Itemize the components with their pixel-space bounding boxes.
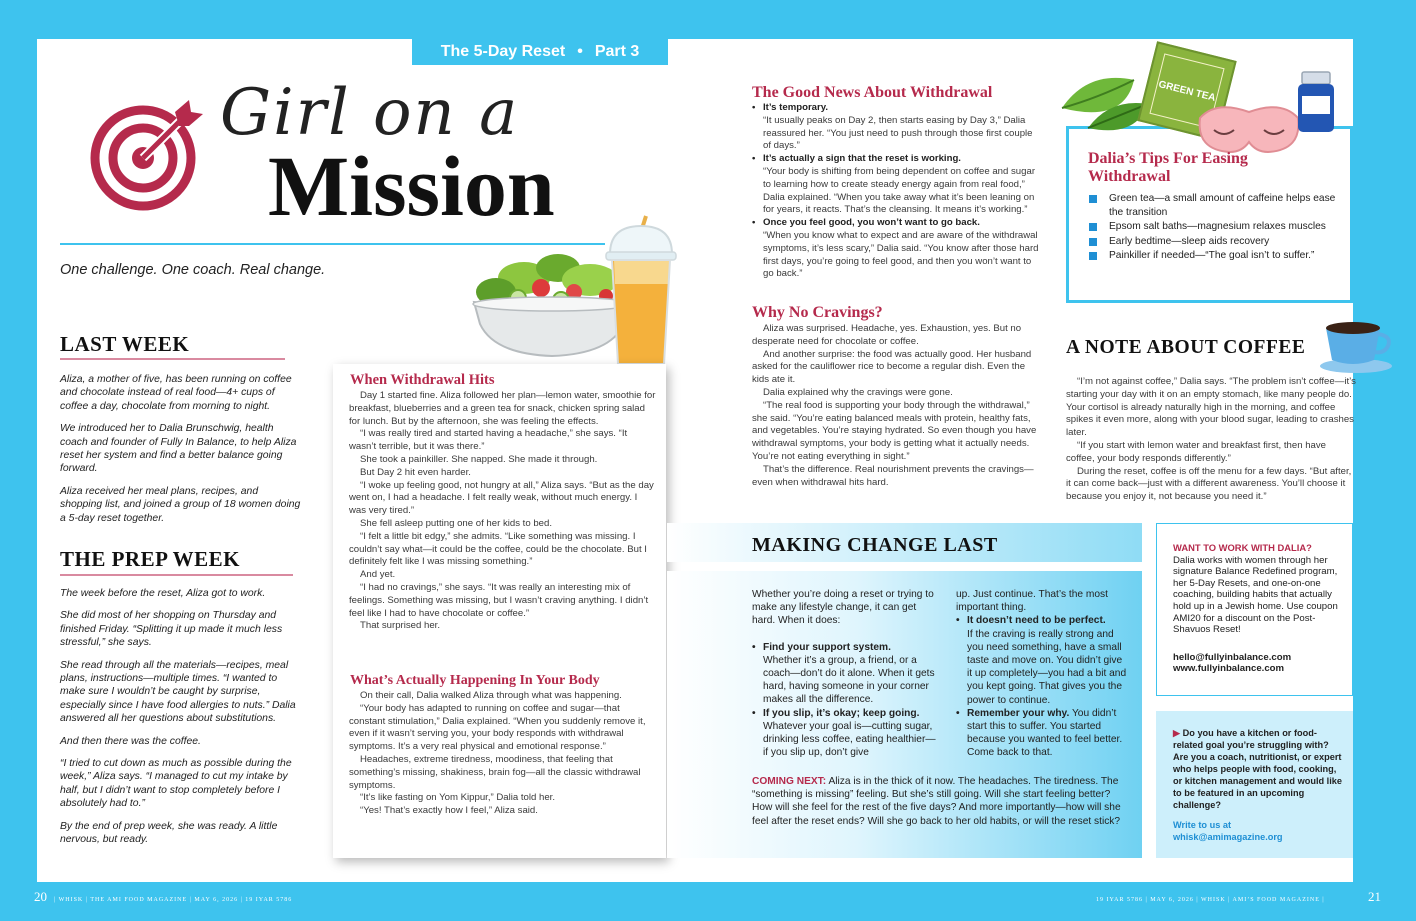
- good-news-item: [752, 102, 1042, 153]
- happening-paragraph: On their call, Dalia walked Aliza through what was happening.: [360, 690, 622, 701]
- happening-paragraph: Headaches, extreme tiredness, moodiness, that feeling that something’s missing, shakiness, brain fog—all the classic withdrawal symptoms.: [349, 753, 641, 791]
- coming-next-text: Aliza is in the thick of it now. The headaches. The tiredness. The “something is missing” feeling. But she’s still going. Will she start feeling better? How will she feel for the rest of the five days? And more importantly—how will she feel after the reset ends? Will she go back to her old habits, or will the reset stick?: [752, 776, 1121, 827]
- making-change-intro: Whether you’re doing a reset or trying to make any lifestyle change, it can get hard. When it does:: [752, 589, 934, 627]
- target-icon: [85, 92, 209, 216]
- happening-text: [349, 690, 656, 818]
- withdrawal-paragraph: But Day 2 hit even harder.: [360, 466, 471, 478]
- withdrawal-paragraph: “I had no cravings,” she says. “It was really an interesting mix of feelings. Something was missing, but I wasn’t craving anything. I didn’t feel like I had to have chocolate or coffee.”: [349, 581, 649, 619]
- making-change-item-text: Whatever your goal is—cutting sugar, drinking less coffee, eating healthier—if you slip up, don’t give: [763, 720, 936, 759]
- withdrawal-paragraph: “I was really tired and started having a headache,” she says. “It wasn’t terrible, but it was there.”: [349, 428, 628, 453]
- prep-week-paragraph: And then there was the coffee.: [60, 735, 201, 747]
- page-number-left: 20: [34, 889, 47, 904]
- tip-item: Epsom salt baths—magnesium relaxes muscles: [1088, 220, 1340, 234]
- coffee-text: [1066, 376, 1356, 504]
- making-change-item-text: Whether it’s a group, a friend, or a coach—don’t do it alone. When it gets hard, having someone in your corner makes all the difference.: [763, 654, 935, 706]
- good-news-item-text: “Your body is shifting from being dependent on coffee and sugar to learning how to create steady energy again from real food,” Dalia explained. “When you take away what it’s been leaning on for years, it reacts. That’s the cleansing. It means it’s working.”: [763, 165, 1036, 216]
- withdrawal-text: [349, 390, 656, 633]
- making-change-col-2: [956, 588, 1128, 760]
- good-news-item: [752, 153, 1042, 217]
- tagline: One challenge. One coach. Real change.: [60, 262, 326, 278]
- coffee-paragraph: “If you start with lemon water and breakfast first, then have coffee, your body responds differently.”: [1066, 439, 1327, 464]
- good-news-item: [752, 217, 1042, 281]
- feature-text: [1173, 727, 1343, 811]
- cravings-paragraph: That’s the difference. Real nourishment prevents the cravings—even when withdrawal hits hard.: [752, 463, 1034, 488]
- withdrawal-paragraph: “I felt a little bit edgy,” she admits. “Like something was missing. I couldn’t say what—it could be the coffee, could be the chocolate. But I definitely felt like I was missing something.”: [349, 530, 647, 568]
- good-news-heading: The Good News About Withdrawal: [752, 84, 993, 101]
- title-rule: [60, 243, 605, 245]
- making-change-item-title: • Find your support system.: [763, 641, 891, 653]
- happening-paragraph: “Yes! That’s exactly how I feel,” Aliza said.: [360, 805, 538, 817]
- prep-week-heading: THE PREP WEEK: [60, 547, 240, 571]
- coffee-heading: A NOTE ABOUT COFFEE: [1066, 337, 1306, 358]
- withdrawal-paragraph: And yet.: [360, 569, 396, 581]
- tips-heading: [1088, 150, 1248, 186]
- making-change-list: [956, 614, 1128, 759]
- work-text: Dalia works with women through her signature Balance Redefined program, her 5-Day Resets, and one-on-one coaching, building habits that actually hold up in a Jewish home. Use coupon AMI20 for a discount on the Post-Shavuos Reset!: [1173, 554, 1338, 636]
- cravings-text: [752, 323, 1042, 489]
- feature-callout-content: [1173, 727, 1343, 843]
- triangle-bullet-icon: ▶: [1173, 728, 1181, 738]
- green-tea-label: GREEN TEA: [1149, 53, 1224, 128]
- prep-week-text: [60, 587, 303, 856]
- feature-question: Do you have a kitchen or food-related goal you’re struggling with? Are you a coach, nutritionist, or expert who helps people with food, cooking, or kitchen management and would like to be featured in an upcoming challenge?: [1173, 728, 1342, 810]
- smoothie-cup-icon: [600, 214, 682, 370]
- prep-week-paragraph: By the end of prep week, she was ready. A little nervous, but ready.: [60, 820, 278, 846]
- making-change-item: [956, 707, 1128, 760]
- prep-week-paragraph: “I tried to cut down as much as possible during the week,” Aliza says. “I managed to cut my intake by half, but I didn’t want to stop completely before I absolutely had to.”: [60, 758, 292, 810]
- tip-item: Green tea—a small amount of caffeine helps ease the transition: [1088, 192, 1340, 219]
- making-change-list: [752, 641, 940, 760]
- withdrawal-paragraph: That surprised her.: [360, 620, 440, 632]
- footer-left: | WHISK | THE AMI FOOD MAGAZINE | MAY 6, 2026 | 19 IYAR 5786: [54, 897, 293, 903]
- happening-heading: What’s Actually Happening In Your Body: [350, 673, 600, 688]
- prep-week-paragraph: She did most of her shopping on Thursday and finished Friday. “Splitting it up made it much less stressful,” she says.: [60, 610, 283, 649]
- work-with-dalia-content: [1173, 542, 1339, 675]
- making-change-item: [752, 641, 940, 707]
- making-change-continuation: up. Just continue. That’s the most important thing.: [956, 589, 1108, 614]
- banner-separator: •: [577, 43, 583, 60]
- good-news-list: [752, 102, 1042, 281]
- series-title: The 5-Day Reset: [440, 43, 566, 60]
- good-news-item-text: “When you know what to expect and are aware of the withdrawal symptoms, it’s less scary,” Dalia said. “You know after those hard first days, you’re going to feel good, and then you won’t want to go back.”: [763, 229, 1039, 280]
- making-change-item-title: Remember your why.: [967, 707, 1070, 719]
- coffee-paragraph: During the reset, coffee is off the menu for a few days. “But after, it can come back—just with a different awareness. You’ll choose it because you enjoy it, not because you need it.”: [1066, 465, 1352, 503]
- tips-heading-line: Withdrawal: [1088, 168, 1171, 185]
- withdrawal-paragraph: Day 1 started fine. Aliza followed her plan—lemon water, smoothie for breakfast, blueberries and a green tea for snack, chicken spring salad for lunch. But by the afternoon, she was feeling the effects.: [349, 390, 656, 427]
- cravings-paragraph: “The real food is supporting your body through the withdrawal,” she said. “You’re eating balanced meals with protein, healthy fats, and vegetables. You’re staying hydrated. So even though you have withdrawal symptoms, your body is getting what it actually needs. You’re not eating everything in sight.”: [752, 399, 1037, 462]
- footer-right: 19 IYAR 5786 | MAY 6, 2026 | WHISK | AMI’S FOOD MAGAZINE |: [1096, 897, 1325, 903]
- last-week-paragraph: Aliza, a mother of five, has been running on coffee and chocolate instead of real food—4+ cups of coffee a day, chocolate from morning to night.: [60, 374, 292, 412]
- good-news-item-title: • It’s actually a sign that the reset is working.: [763, 153, 961, 165]
- write-to-us-link[interactable]: Write to us at whisk@amimagazine.org: [1173, 820, 1283, 842]
- coffee-paragraph: “I’m not against coffee,” Dalia says. “The problem isn’t coffee—it’s starting your day with it on an empty stomach, like many people do. Your cortisol is already naturally high in the morning, and coffee spikes it even more, along with your blood sugar, leading to crashes later.: [1066, 376, 1356, 439]
- title-main: Mission: [268, 138, 555, 234]
- making-change-item-title: If you slip, it’s okay; keep going.: [763, 707, 920, 719]
- last-week-heading: LAST WEEK: [60, 332, 190, 356]
- last-week-paragraph: We introduced her to Dalia Brunschwig, health coach and founder of Fully In Balance, to help Aliza reset her system and find a better balance going forward.: [60, 423, 297, 475]
- email-link[interactable]: hello@fullyinbalance.com: [1173, 651, 1292, 663]
- happening-paragraph: “It’s like fasting on Yom Kippur,” Dalia told her.: [360, 792, 556, 804]
- coming-next: [752, 775, 1124, 828]
- pill-bottle-icon: [1296, 70, 1336, 134]
- prep-week-rule: [60, 574, 293, 576]
- coffee-cup-icon: [1316, 316, 1396, 374]
- title-script: Girl on a: [220, 76, 520, 150]
- website-link[interactable]: www.fullyinbalance.com: [1173, 663, 1285, 675]
- tip-item: Painkiller if needed—“The goal isn’t to suffer.”: [1088, 249, 1340, 263]
- series-banner: [412, 39, 668, 65]
- prep-week-paragraph: She read through all the materials—recipes, meal plans, instructions—multiple times. “I wanted to make sure I wouldn’t be caught by surprise, especially since I have food allergies to nuts.” Dalia answered all her questions about substitutions.: [60, 659, 296, 725]
- cravings-paragraph: Aliza was surprised. Headache, yes. Exhaustion, yes. But no desperate need for chocolate or coffee.: [752, 323, 1022, 347]
- making-change-item-title: • It doesn’t need to be perfect.: [967, 615, 1106, 627]
- good-news-item-title: • It’s temporary.: [763, 102, 829, 113]
- cravings-paragraph: Dalia explained why the cravings were gone.: [763, 386, 953, 398]
- tips-heading-line: Dalia’s Tips For Easing: [1088, 150, 1248, 167]
- work-heading: WANT TO WORK WITH DALIA?: [1173, 542, 1312, 553]
- good-news-item-text: “It usually peaks on Day 2, then starts easing by Day 3,” Dalia reassured her. “You just need to push through those first couple of days.”: [763, 114, 1033, 152]
- last-week-paragraph: Aliza received her meal plans, recipes, and shopping list, and joined a group of 18 women doing a 5-day reset together.: [60, 485, 301, 524]
- making-change-item-text: If the craving is really strong and you need something, have a small taste and move on. You didn’t give it up completely—you had a bit and you kept going. That gives you the power to continue.: [967, 628, 1127, 706]
- making-change-item: [956, 614, 1128, 706]
- making-change-col-1: [752, 588, 940, 759]
- last-week-text: [60, 373, 303, 534]
- page-number-right: 21: [1368, 889, 1381, 904]
- making-change-heading: MAKING CHANGE LAST: [752, 534, 998, 556]
- making-change-item-text: You didn’t start this to suffer. You started because you wanted to feel better. Come back to that.: [967, 707, 1123, 759]
- prep-week-paragraph: The week before the reset, Aliza got to work.: [60, 588, 266, 599]
- tip-item: Early bedtime—sleep aids recovery: [1088, 235, 1340, 249]
- leaves-icon: [1058, 68, 1150, 140]
- withdrawal-paragraph: “I woke up feeling good, not hungry at all,” Aliza says. “But as the day went on, I had a headache. I felt really weak, without much energy. I was very tired.”: [349, 479, 654, 517]
- good-news-item-title: • Once you feel good, you won’t want to go back.: [763, 217, 980, 229]
- series-part: Part 3: [594, 43, 640, 60]
- tips-list: [1088, 192, 1340, 264]
- withdrawal-heading: When Withdrawal Hits: [350, 372, 495, 388]
- happening-paragraph: “Your body has adapted to running on coffee and sugar—that constant stimulation,” Dalia explained. “When you suddenly remove it, even if it wasn’t serving you, your body responds with withdrawal symptoms. It’s a very real physical and emotional response.”: [349, 702, 646, 753]
- last-week-rule: [60, 358, 285, 360]
- cravings-paragraph: And another surprise: the food was actually good. Her husband asked for the cauliflower rice to become a regular dish. Even the kids ate it.: [752, 348, 1032, 386]
- withdrawal-paragraph: She fell asleep putting one of her kids to bed.: [360, 517, 553, 529]
- cravings-heading: Why No Cravings?: [752, 304, 883, 321]
- making-change-item: [752, 707, 940, 760]
- withdrawal-paragraph: She took a painkiller. She napped. She made it through.: [360, 453, 598, 465]
- coming-next-label: COMING NEXT:: [752, 776, 827, 787]
